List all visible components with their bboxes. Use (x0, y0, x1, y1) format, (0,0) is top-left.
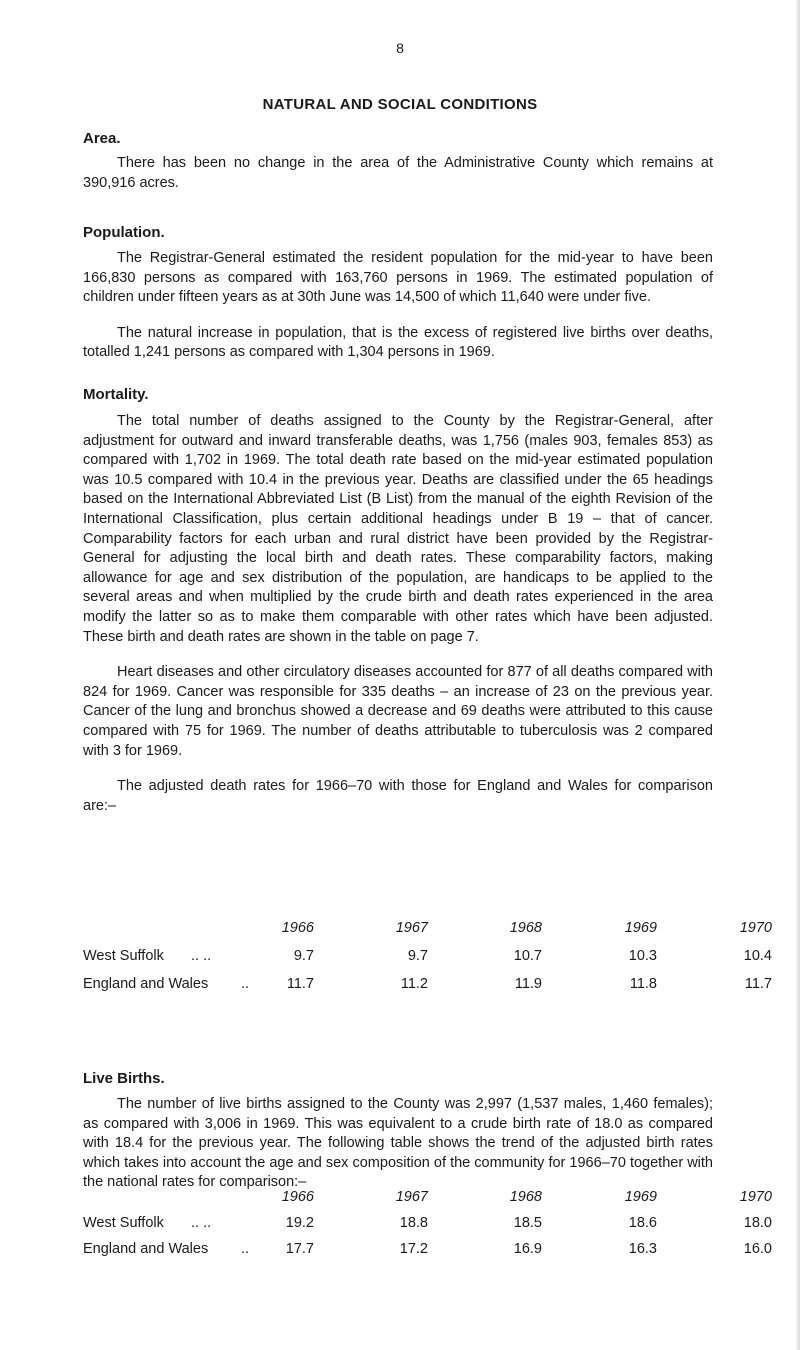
mortality-paragraph-3: The adjusted death rates for 1966–70 with those for England and Wales for comparison are:– (83, 778, 713, 814)
area-text (83, 154, 713, 209)
table-cell: 11.8 (629, 976, 657, 992)
live-births-paragraph: The number of live births assigned to the County was 2,997 (1,537 males, 1,460 females); as compared with 3,006 in 1969. This was equivalent to a crude birth rate of 18.0 as compared with 18.4 for the previous year. The following table shows the trend of the adjusted birth rates which takes into account the age and sex composition of the community for 1966–70 together with the national rates for comparison:– (83, 1096, 713, 1191)
table-row (83, 1215, 772, 1237)
table-cell: 9.7 (407, 948, 428, 964)
area-heading: Area. (83, 130, 121, 147)
page-title: NATURAL AND SOCIAL CONDITIONS (262, 96, 538, 113)
year-header: 1968 (509, 1189, 542, 1205)
table-cell: 10.4 (743, 948, 772, 964)
table-row (83, 1241, 772, 1263)
table-cell: 18.5 (513, 1215, 542, 1231)
row-label: West Suffolk (83, 948, 164, 964)
leader-dots: .. (241, 1241, 250, 1257)
year-header: 1970 (739, 1189, 772, 1205)
table-cell: 10.7 (513, 948, 542, 964)
population-text (83, 249, 713, 379)
table-row (83, 948, 772, 970)
table-row (83, 976, 772, 998)
table-cell: 11.7 (286, 976, 314, 992)
population-paragraph-2: The natural increase in population, that is the excess of registered live births over deaths, totalled 1,241 persons as compared with 1,304 persons in 1969. (83, 324, 713, 361)
row-label: West Suffolk (83, 1215, 164, 1231)
leader-dots: .. .. (191, 1215, 212, 1231)
year-header: 1966 (281, 920, 314, 936)
year-header: 1970 (739, 920, 772, 936)
table-cell: 16.0 (743, 1241, 772, 1257)
table-cell: 19.2 (285, 1215, 314, 1231)
leader-dots: .. (241, 976, 250, 992)
page-number: 8 (396, 40, 404, 56)
year-header: 1967 (395, 1189, 428, 1205)
table-cell: 11.2 (400, 976, 428, 992)
table-header-row (83, 1189, 772, 1211)
population-paragraph-1: The Registrar-General estimated the resident population for the mid-year to have been 166,830 persons as compared with 163,760 persons in 1969. The estimated population of children under fifteen years as at 30th June was 14,500 of which 11,640 were under five. (83, 250, 713, 306)
year-header: 1969 (624, 920, 657, 936)
table-cell: 11.9 (514, 976, 542, 992)
live-births-heading: Live Births. (83, 1070, 165, 1087)
mortality-text (83, 412, 713, 832)
year-header: 1966 (281, 1189, 314, 1205)
table-cell: 18.8 (399, 1215, 428, 1231)
leader-dots: .. .. (191, 948, 212, 964)
year-header: 1967 (395, 920, 428, 936)
birth-rates-table (83, 1189, 772, 1263)
area-paragraph: There has been no change in the area of the Administrative County which remains at 390,916 acres. (83, 155, 713, 191)
mortality-heading: Mortality. (83, 386, 149, 403)
table-cell: 9.7 (293, 948, 314, 964)
year-header: 1969 (624, 1189, 657, 1205)
table-cell: 18.6 (628, 1215, 657, 1231)
table-cell: 16.9 (513, 1241, 542, 1257)
year-header: 1968 (509, 920, 542, 936)
table-cell: 16.3 (628, 1241, 657, 1257)
row-label: England and Wales (83, 976, 209, 992)
table-cell: 10.3 (628, 948, 657, 964)
death-rates-table (83, 920, 772, 998)
scan-edge-shadow (796, 0, 800, 1350)
population-heading: Population. (83, 224, 165, 241)
row-label: England and Wales (83, 1241, 209, 1257)
table-cell: 18.0 (743, 1215, 772, 1231)
mortality-paragraph-1: The total number of deaths assigned to the County by the Registrar-General, after adjustment for outward and inward transferable deaths, was 1,756 (males 903, females 853) as compared with 1,702 in 1969. The total death rate based on the mid-year estimated population was 10.5 compared with 10.4 in the previous year. Deaths are classified under the 65 headings based on the International Abbreviated List (B List) from the manual of the eighth Revision of the International Classification, plus certain additional headings under B 19 – that of cancer. Comparability factors for each urban and rural district have been provided by the Registrar-General for adjusting the local birth and death rates. These comparability factors, making allowance for age and sex distribution of the population, are handicaps to be applied to the several areas and when multiplied by the crude birth and death rates experienced in the area modify the latter so as to make them comparable with other rates which have been adjusted. These birth and death rates are shown in the table on page 7. (83, 413, 713, 645)
table-cell: 11.7 (744, 976, 772, 992)
table-cell: 17.7 (285, 1241, 314, 1257)
mortality-paragraph-2: Heart diseases and other circulatory diseases accounted for 877 of all deaths compared with 824 for 1969. Cancer was responsible for 335 deaths – an increase of 23 on the previous year. Cancer of the lung and bronchus showed a decrease and 69 deaths were attributed to this cause compared with 75 for 1969. The number of deaths attributable to tuberculosis was 2 compared with 3 for 1969. (83, 664, 713, 759)
table-cell: 17.2 (399, 1241, 428, 1257)
table-header-row (83, 920, 772, 942)
